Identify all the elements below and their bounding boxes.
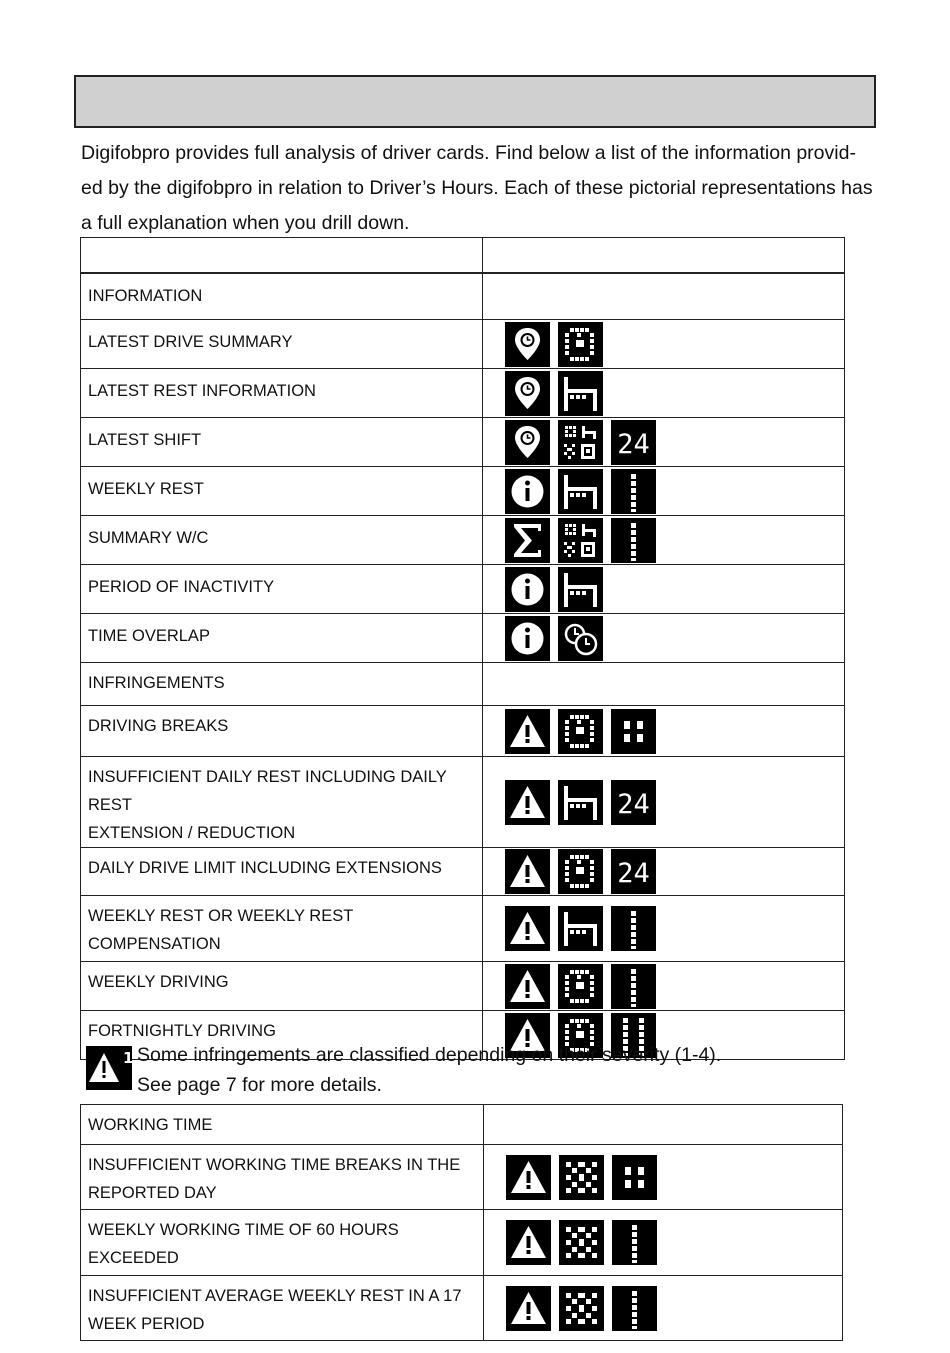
warning-icon [505,849,550,894]
work-hammers-icon [559,1155,604,1200]
svg-text:24: 24 [617,858,650,889]
week-bar-icon [612,1286,657,1331]
row-label [81,962,483,1011]
row-label [81,273,483,320]
working-time-row [81,1276,843,1341]
section-row-working-time [81,1105,843,1145]
row-label [81,1105,484,1145]
severity-badge-number: 1 [123,1049,134,1067]
section-row-information [81,273,845,320]
warning-icon [505,780,550,825]
location-clock-icon [505,420,550,465]
warning-icon [505,964,550,1009]
shift-icon [558,518,603,563]
row-label [81,418,483,467]
shift-icon [558,420,603,465]
row-label-text: INFORMATION [88,286,203,305]
intro-paragraph [81,136,911,241]
row-label-text: INSUFFICIENT AVERAGE WEEKLY REST IN A 17 [88,1287,462,1305]
infringement-row [81,706,845,757]
row-icons [484,1276,843,1341]
row-icons [483,467,845,516]
row-icons [483,896,845,962]
row-label-text: WEEKLY REST OR WEEKLY REST [88,907,354,925]
row-icons [483,757,845,848]
working-time-table [80,1104,843,1341]
row-label-text: WORKING TIME [88,1116,213,1134]
row-label [81,1276,484,1341]
row-label [81,238,483,273]
warning-icon [506,1155,551,1200]
week-bar-icon [611,906,656,951]
rest-bed-icon [558,567,603,612]
working-time-row [81,1210,843,1276]
24h-icon [611,849,656,894]
info-icon [505,469,550,514]
row-label [81,757,483,848]
row-label [81,1145,484,1210]
row-icons [483,614,845,663]
severity-note [137,1040,721,1100]
row-label-text: LATEST SHIFT [88,431,202,449]
row-label [81,1210,484,1276]
row-label [81,706,483,757]
row-icons [483,369,845,418]
row-label-text: LATEST REST INFORMATION [88,382,316,400]
intro-line-1: Digifobpro provides full analysis of driver cards. Find below a list of the information provid- [81,142,856,164]
double-clock-icon [558,616,603,661]
row-label-text: INSUFFICIENT DAILY REST INCLUDING DAILY REST [88,768,447,814]
week-bar-icon [611,518,656,563]
location-clock-icon [505,322,550,367]
row-label-text: DRIVING BREAKS [88,717,229,735]
row-label-text: REPORTED DAY [88,1184,217,1202]
info-icon [505,616,550,661]
info-row [81,614,845,663]
info-row [81,418,845,467]
row-label [81,369,483,418]
24h-icon [611,780,656,825]
severity-warning-icon [86,1046,132,1090]
row-label-text: PERIOD OF INACTIVITY [88,578,275,596]
row-label [81,848,483,896]
week-bar-icon [611,964,656,1009]
rest-bed-icon [558,469,603,514]
rest-bed-icon [558,906,603,951]
severity-note-line-2: See page 7 for more details. [137,1074,382,1096]
info-icon [505,567,550,612]
24h-icon [611,420,656,465]
row-label-text: WEEKLY REST [88,480,204,498]
row-icons [483,238,845,273]
row-label [81,516,483,565]
row-icons [483,273,845,320]
break-bars-icon [612,1155,657,1200]
row-label-text: EXTENSION / REDUCTION [88,824,296,842]
warning-icon [506,1220,551,1265]
row-icons [484,1145,843,1210]
row-icons [483,516,845,565]
row-label-text: COMPENSATION [88,935,221,953]
row-label-text: TIME OVERLAP [88,627,210,645]
week-bar-icon [612,1220,657,1265]
section-title-bar [74,75,876,128]
row-label-text: DAILY DRIVE LIMIT INCLUDING EXTENSIONS [88,859,442,877]
info-row [81,320,845,369]
warning-icon [505,709,550,754]
working-time-row [81,1145,843,1210]
row-label-text: WEEKLY DRIVING [88,973,229,991]
sigma-icon [505,518,550,563]
week-bar-icon [611,469,656,514]
row-label [81,467,483,516]
row-label-text: SUMMARY W/C [88,529,209,547]
row-label-text: LATEST DRIVE SUMMARY [88,333,293,351]
row-label-text: WEEKLY WORKING TIME OF 60 HOURS [88,1221,399,1239]
row-label-text: FORTNIGHTLY DRIVING [88,1022,276,1040]
drive-icon [558,322,603,367]
row-icons [483,320,845,369]
rest-bed-icon [558,780,603,825]
infringement-row [81,848,845,896]
drive-icon [558,849,603,894]
row-icons [483,565,845,614]
row-icons [484,1105,843,1145]
infringement-row [81,757,845,848]
row-icons [483,848,845,896]
rest-bed-icon [558,371,603,416]
row-label-text: INSUFFICIENT WORKING TIME BREAKS IN THE [88,1156,461,1174]
severity-note-line-1: Some infringements are classified depending on their severity (1-4). [137,1044,722,1066]
row-icons [483,663,845,706]
drivers-hours-table [80,237,845,1060]
work-hammers-icon [559,1286,604,1331]
break-bars-icon [611,709,656,754]
drive-icon [558,709,603,754]
row-label-text: EXCEEDED [88,1249,179,1267]
row-icons [484,1210,843,1276]
row-label-text: INFRINGEMENTS [88,674,225,692]
intro-line-2: ed by the digifobpro in relation to Driver’s Hours. Each of these pictorial representations has [81,177,873,199]
location-clock-icon [505,371,550,416]
row-icons [483,706,845,757]
drive-icon [558,964,603,1009]
info-row [81,467,845,516]
warning-icon [506,1286,551,1331]
svg-text:24: 24 [617,788,650,820]
info-row [81,369,845,418]
row-label [81,663,483,706]
table-header-row [81,238,845,273]
row-label-text: WEEK PERIOD [88,1315,205,1333]
row-label [81,565,483,614]
info-row [81,565,845,614]
info-row [81,516,845,565]
svg-text:24: 24 [617,428,650,460]
work-hammers-icon [559,1220,604,1265]
infringement-row [81,962,845,1011]
row-icons [483,418,845,467]
row-label [81,320,483,369]
warning-icon [505,906,550,951]
section-row-infringements [81,663,845,706]
infringement-row [81,896,845,962]
row-label [81,896,483,962]
row-label [81,614,483,663]
row-icons [483,962,845,1011]
intro-line-3: a full explanation when you drill down. [81,212,410,234]
